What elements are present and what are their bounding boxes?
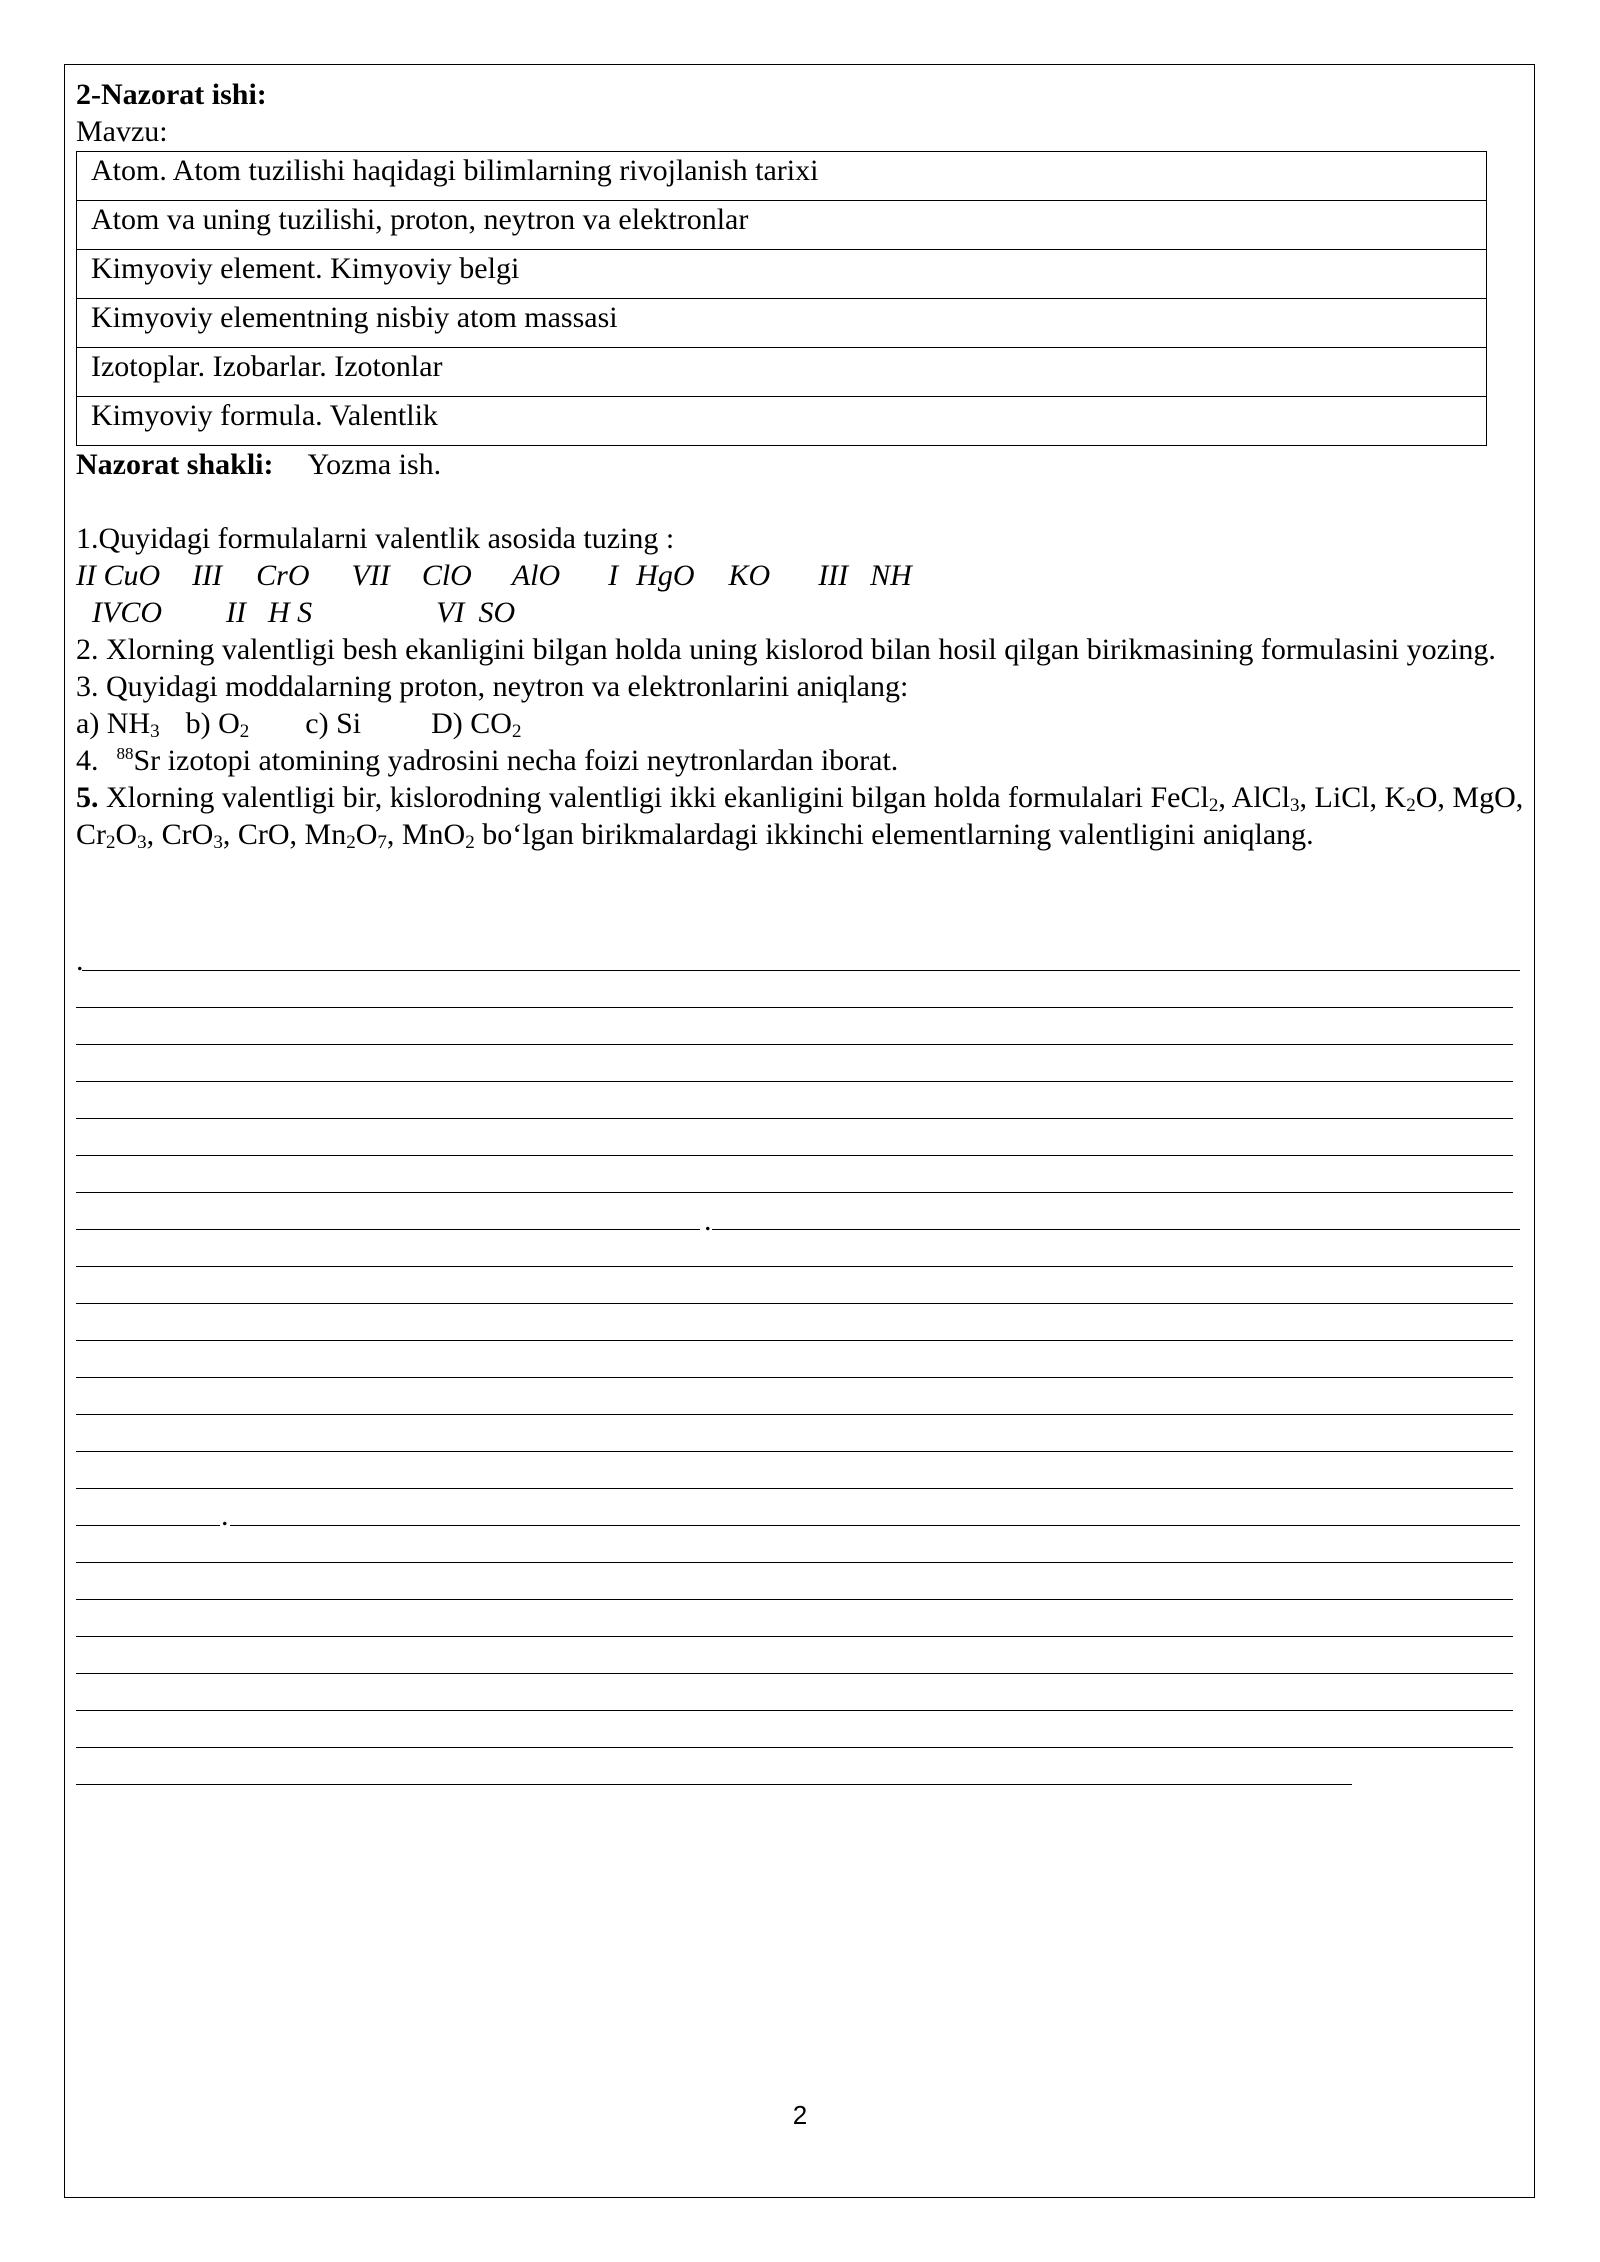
formula-item: II [226, 596, 246, 629]
answer-line[interactable] [76, 1562, 1513, 1563]
formula-item: ClO [421, 559, 472, 592]
topics-table [76, 151, 1487, 446]
table-row [77, 201, 1487, 250]
table-row [77, 250, 1487, 299]
topic-cell: Atom va uning tuzilishi, proton, neytron va elektronlar [77, 201, 1487, 250]
question-5: 5. Xlorning valentligi bir, kislorodning valentligi ikki ekanligini bilgan holda formulalari FeCl$_2$, AlCl$_3$, LiCl, $K_2O$, MgO, $Cr_2O_3$, CrO$_3$, CrO, $Mn_2O_7$, MnO$_2$ bo‘lgan birikmalardagi ikkinchi elementlarning valentligini aniqlang. [76, 781, 1524, 853]
answer-line[interactable] [76, 1303, 1513, 1304]
topic-cell: Kimyoviy formula. Valentlik [77, 397, 1487, 446]
answer-line[interactable] [76, 1340, 1513, 1341]
formula-item: III [818, 559, 849, 592]
formula-item: IVCO [92, 596, 162, 629]
question-3-options: a) $NH_3$ b) $O_2$ c) Si D) $CO_2$ [76, 707, 522, 742]
option-b: b) O [185, 707, 240, 740]
dot-mark: . [76, 944, 84, 977]
answer-line[interactable] [76, 1784, 1352, 1785]
question-1-formulas-row2 [76, 594, 1526, 631]
answer-line[interactable] [230, 1525, 1460, 1526]
question-1-formulas-row1 [76, 557, 1526, 594]
page-title: 2-Nazorat ishi: [76, 78, 267, 111]
answer-line[interactable] [76, 1710, 1513, 1711]
formula-item: KO [728, 559, 771, 592]
table-row [77, 397, 1487, 446]
question-4: 4. $^{88}$Sr izotopi atomining yadrosini necha foizi neytronlardan iborat. [76, 744, 899, 777]
answer-line[interactable] [76, 1377, 1513, 1378]
answer-line[interactable] [76, 1118, 1513, 1119]
formula-item: II CuO [76, 559, 161, 592]
control-form-value: Yozma ish. [307, 448, 442, 481]
answer-line[interactable] [76, 1192, 1513, 1193]
answer-line[interactable] [1460, 1525, 1520, 1526]
answer-line[interactable] [76, 1451, 1513, 1452]
formula-item: III [192, 559, 223, 592]
answer-line[interactable] [76, 1081, 1513, 1082]
control-form [76, 446, 1526, 483]
answer-line[interactable] [76, 1636, 1513, 1637]
option-c: c) Si [305, 707, 362, 740]
answer-line[interactable] [76, 1525, 220, 1526]
mass-number: 88 [116, 744, 134, 763]
answer-line[interactable] [76, 1747, 1513, 1748]
answer-line[interactable] [76, 1155, 1513, 1156]
answer-line[interactable] [76, 1229, 700, 1230]
answer-line[interactable] [76, 1007, 1513, 1008]
subject-label: Mavzu: [76, 115, 168, 148]
formula-item: NH [870, 559, 912, 592]
formula-item: HgO [636, 559, 695, 592]
option-a: a) NH [76, 707, 151, 740]
formula-item: H S [267, 596, 313, 629]
dot-mark: . [704, 1204, 712, 1237]
topic-cell: Kimyoviy elementning nisbiy atom massasi [77, 299, 1487, 348]
answer-line[interactable] [76, 1599, 1513, 1600]
question-2: 2. Xlorning valentligi besh ekanligini bilgan holda uning kislorod bilan hosil qilgan birikmasining formulasini yozing. [76, 633, 1496, 666]
topic-cell: Kimyoviy element. Kimyoviy belgi [77, 250, 1487, 299]
table-row [77, 299, 1487, 348]
answer-line[interactable] [975, 970, 1520, 971]
control-form-label: Nazorat shakli: [76, 448, 274, 481]
table-row [77, 152, 1487, 201]
document-content [76, 76, 1526, 853]
option-d: D) CO [431, 707, 512, 740]
page-number: 2 [792, 2100, 808, 2130]
formula-item: AlO [511, 559, 561, 592]
question-1: 1.Quyidagi formulalarni valentlik asosida tuzing : [76, 522, 675, 555]
answer-line[interactable] [76, 1266, 480, 1267]
formula-item: I [608, 559, 619, 592]
topic-cell: Atom. Atom tuzilishi haqidagi bilimlarning rivojlanish tarixi [77, 152, 1487, 201]
topic-cell: Izotoplar. Izobarlar. Izotonlar [77, 348, 1487, 397]
formula-item: CrO [256, 559, 310, 592]
answer-line[interactable] [76, 1488, 1513, 1489]
question-3: 3. Quyidagi moddalarning proton, neytron va elektronlarini aniqlang: [76, 670, 909, 703]
answer-line[interactable] [480, 1266, 1513, 1267]
formula-item: SO [478, 596, 516, 629]
answer-line[interactable] [76, 1414, 1513, 1415]
formula-item: VII [351, 559, 390, 592]
answer-line[interactable] [76, 1673, 1513, 1674]
dot-mark: . [221, 1499, 229, 1532]
table-row [77, 348, 1487, 397]
answer-line[interactable] [76, 1044, 1513, 1045]
formula-item: VI [436, 596, 465, 629]
answer-line[interactable] [712, 1229, 1520, 1230]
